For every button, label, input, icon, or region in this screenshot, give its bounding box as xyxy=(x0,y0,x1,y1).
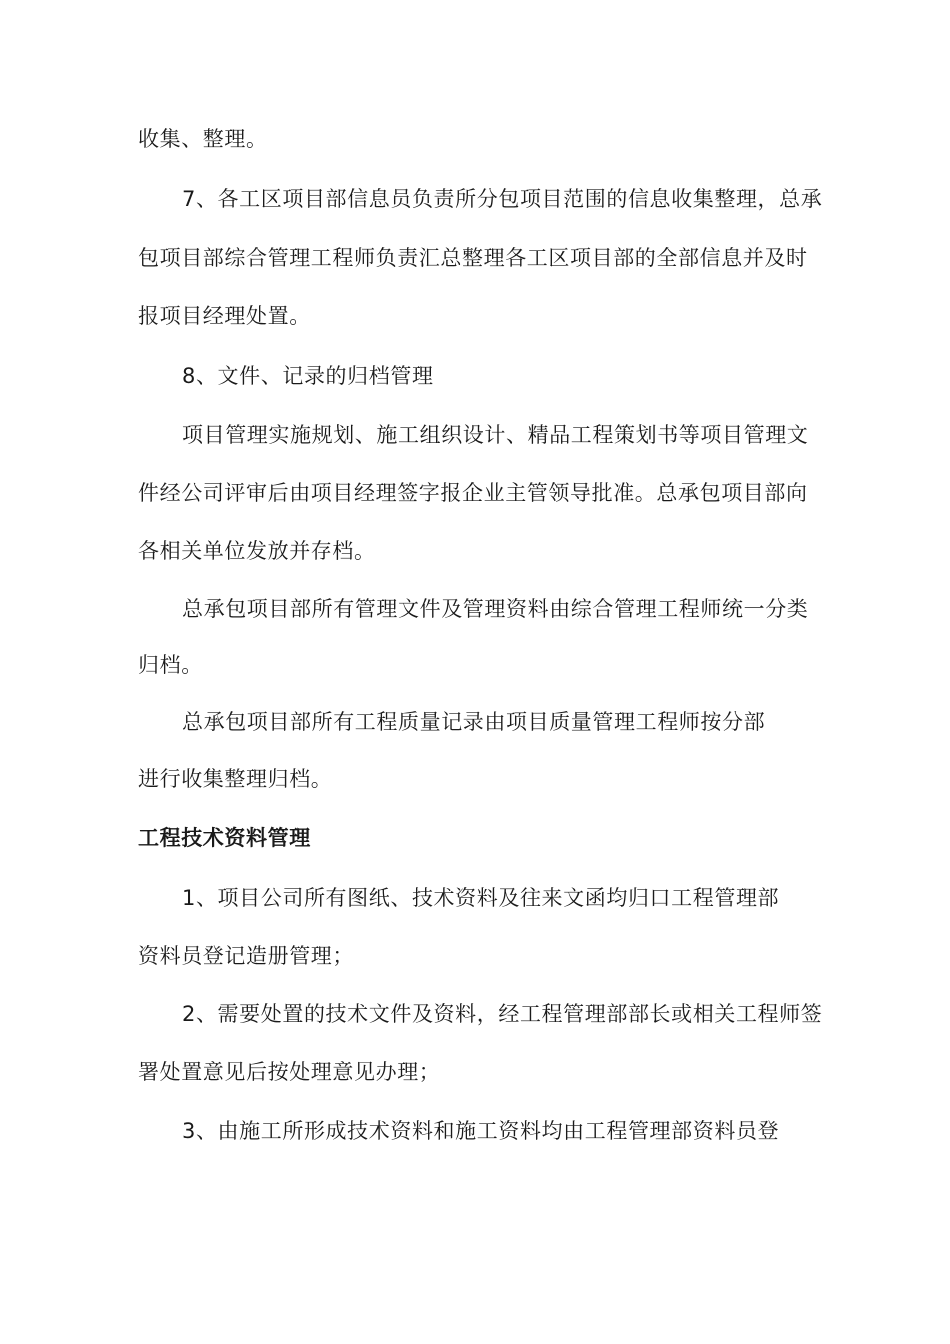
paragraph-line: 署处置意见后按处理意见办理； xyxy=(138,1060,441,1084)
paragraph-line: 进行收集整理归档。 xyxy=(138,767,333,791)
paragraph-line: 报项目经理处置。 xyxy=(138,304,311,328)
paragraph-line: 总承包项目部所有工程质量记录由项目质量管理工程师按分部 xyxy=(182,710,766,734)
paragraph-line: 资料员登记造册管理； xyxy=(138,944,354,968)
paragraph-line: 件经公司评审后由项目经理签字报企业主管领导批准。总承包项目部向 xyxy=(138,481,808,505)
paragraph-line: 3、由施工所形成技术资料和施工资料均由工程管理部资料员登 xyxy=(182,1119,780,1143)
paragraph-line: 收集、整理。 xyxy=(138,127,268,151)
paragraph-line: 包项目部综合管理工程师负责汇总整理各工区项目部的全部信息并及时 xyxy=(138,246,808,270)
paragraph-line: 8、文件、记录的归档管理 xyxy=(182,364,434,388)
paragraph-line: 项目管理实施规划、施工组织设计、精品工程策划书等项目管理文 xyxy=(182,423,809,447)
paragraph-line: 2、需要处置的技术文件及资料，经工程管理部部长或相关工程师签 xyxy=(182,1002,823,1026)
paragraph-line: 1、项目公司所有图纸、技术资料及往来文函均归口工程管理部 xyxy=(182,886,780,910)
paragraph-line: 各相关单位发放并存档。 xyxy=(138,539,376,563)
paragraph-line: 总承包项目部所有管理文件及管理资料由综合管理工程师统一分类 xyxy=(182,597,809,621)
section-heading: 工程技术资料管理 xyxy=(138,826,311,850)
paragraph-line: 7、各工区项目部信息员负责所分包项目范围的信息收集整理，总承 xyxy=(182,187,823,211)
paragraph-line: 归档。 xyxy=(138,653,203,677)
